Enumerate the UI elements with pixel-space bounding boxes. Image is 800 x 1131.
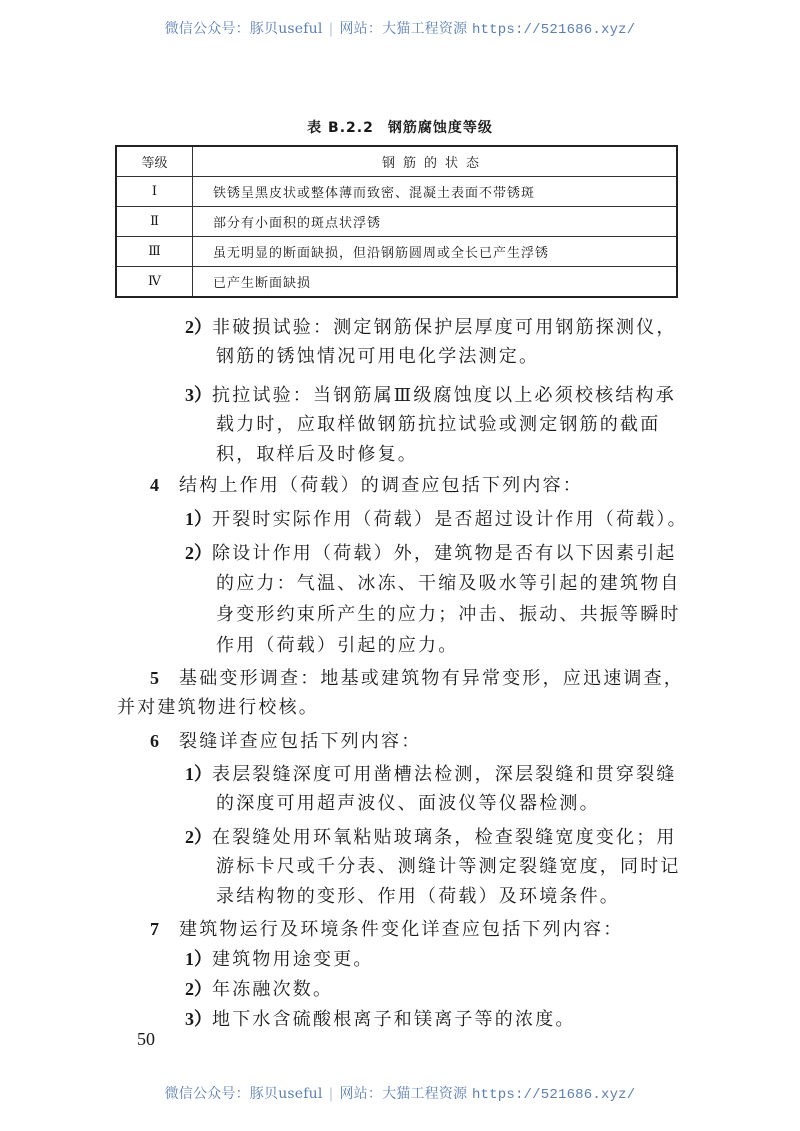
header-grade: 等级 — [116, 146, 193, 177]
body-line — [150, 471, 583, 500]
watermark-separator: | — [328, 1086, 334, 1102]
body-line — [185, 1005, 576, 1034]
grade-cell: Ⅲ — [116, 237, 193, 267]
body-line — [216, 883, 620, 911]
item-label: 3） — [185, 1009, 212, 1029]
body-line — [216, 411, 660, 439]
body-line — [117, 694, 319, 722]
section-number: 6 — [150, 731, 159, 751]
line-text: 游标卡尺或千分表、测缝计等测定裂缝宽度，同时记 — [216, 856, 681, 877]
line-text: 地下水含硫酸根离子和镁离子等的浓度。 — [212, 1009, 576, 1030]
body-line — [185, 823, 677, 852]
watermark-wechat: 微信公众号：豚贝useful — [164, 21, 323, 37]
watermark-bottom — [0, 1083, 800, 1103]
line-text: 建筑物运行及环境条件变化详查应包括下列内容： — [179, 919, 624, 940]
grade-cell: Ⅰ — [116, 177, 193, 207]
table-row — [116, 267, 677, 298]
state-cell: 铁锈呈黑皮状或整体薄而致密、混凝土表面不带锈斑 — [193, 177, 678, 207]
line-text: 表层裂缝深度可用凿槽法检测，深层裂缝和贯穿裂缝 — [212, 764, 677, 785]
table-number: 表 B.2.2 — [307, 120, 374, 136]
table-caption: 钢筋腐蚀度等级 — [387, 120, 493, 136]
line-text: 基础变形调查：地基或建筑物有异常变形，应迅速调查， — [179, 668, 684, 689]
body-line — [216, 343, 539, 371]
item-label: 2） — [185, 979, 212, 999]
line-text: 抗拉试验：当钢筋属Ⅲ级腐蚀度以上必须校核结构承 — [212, 385, 676, 406]
body-line — [216, 853, 681, 881]
body-line — [150, 727, 421, 756]
line-text: 的应力：气温、冰冻、干缩及吸水等引起的建筑物自 — [216, 573, 681, 594]
line-text: 非破损试验：测定钢筋保护层厚度可用钢筋探测仪， — [212, 317, 677, 338]
body-line — [185, 975, 333, 1004]
section-number: 5 — [150, 668, 159, 688]
line-text: 结构上作用（荷载）的调查应包括下列内容： — [179, 475, 583, 496]
line-text: 建筑物用途变更。 — [212, 949, 374, 970]
table-header-row — [116, 146, 677, 177]
item-label: 3） — [185, 385, 212, 405]
line-text: 在裂缝处用环氧粘贴玻璃条，检查裂缝宽度变化；用 — [212, 827, 677, 848]
item-label: 2） — [185, 317, 212, 337]
line-text: 钢筋的锈蚀情况可用电化学法测定。 — [216, 346, 540, 367]
body-line — [216, 441, 418, 469]
watermark-url: https://521686.xyz/ — [471, 1087, 636, 1103]
body-line — [216, 601, 681, 629]
body-line — [185, 760, 677, 789]
watermark-top — [0, 18, 800, 38]
table-title — [0, 117, 800, 137]
item-label: 1） — [185, 509, 212, 529]
line-text: 裂缝详查应包括下列内容： — [179, 731, 422, 752]
item-label: 2） — [185, 827, 212, 847]
item-label: 1） — [185, 949, 212, 969]
body-line — [216, 790, 600, 818]
grade-cell: Ⅱ — [116, 207, 193, 237]
watermark-url: https://521686.xyz/ — [471, 22, 636, 38]
table-row — [116, 237, 677, 267]
body-line — [185, 945, 374, 974]
body-line — [216, 570, 681, 598]
watermark-site: 网站：大猫工程资源 — [339, 1086, 468, 1102]
section-number: 7 — [150, 919, 159, 939]
line-text: 开裂时实际作用（荷载）是否超过设计作用（荷载）。 — [212, 509, 688, 530]
section-number: 4 — [150, 475, 159, 495]
table-row — [116, 177, 677, 207]
line-text: 并对建筑物进行校核。 — [117, 697, 319, 718]
line-text: 身变形约束所产生的应力；冲击、振动、共振等瞬时 — [216, 604, 681, 625]
line-text: 录结构物的变形、作用（荷载）及环境条件。 — [216, 886, 620, 907]
body-line — [185, 505, 688, 534]
line-text: 除设计作用（荷载）外，建筑物是否有以下因素引起 — [212, 543, 677, 564]
grade-cell: Ⅳ — [116, 267, 193, 298]
table-row — [116, 207, 677, 237]
item-label: 1） — [185, 764, 212, 784]
watermark-wechat: 微信公众号：豚贝useful — [164, 1086, 323, 1102]
body-line — [185, 539, 677, 568]
watermark-separator: | — [328, 21, 334, 37]
item-label: 2） — [185, 543, 212, 563]
body-line — [185, 313, 677, 342]
body-line — [216, 632, 458, 660]
watermark-site: 网站：大猫工程资源 — [339, 21, 468, 37]
header-state: 钢筋的状态 — [193, 146, 678, 177]
line-text: 载力时，应取样做钢筋抗拉试验或测定钢筋的截面 — [216, 414, 661, 435]
body-line — [185, 381, 676, 410]
line-text: 积，取样后及时修复。 — [216, 444, 418, 465]
line-text: 年冻融次数。 — [212, 979, 334, 1000]
state-cell: 部分有小面积的斑点状浮锈 — [193, 207, 678, 237]
page-number: 50 — [137, 1029, 155, 1049]
line-text: 作用（荷载）引起的应力。 — [216, 635, 459, 656]
line-text: 的深度可用超声波仪、面波仪等仪器检测。 — [216, 793, 600, 814]
state-cell: 虽无明显的断面缺损，但沿钢筋圆周或全长已产生浮锈 — [193, 237, 678, 267]
corrosion-grade-table — [115, 145, 678, 298]
body-line — [150, 915, 623, 944]
state-cell: 已产生断面缺损 — [193, 267, 678, 298]
body-line — [150, 664, 684, 693]
